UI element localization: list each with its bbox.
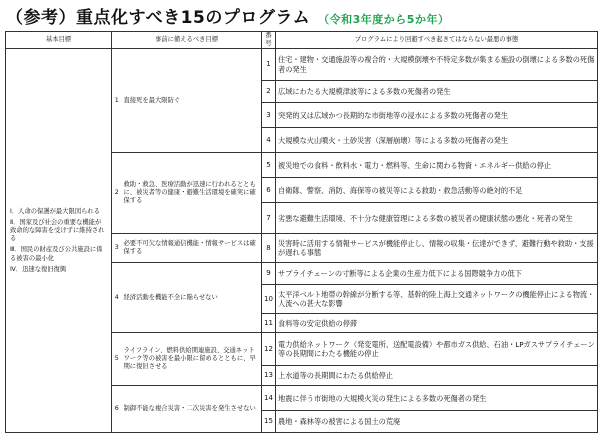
program-number: 4 <box>262 128 276 153</box>
event-number: 2 <box>112 153 122 234</box>
program-text: 上水道等の長期間にわたる供給停止 <box>276 366 598 386</box>
goal-item: Ⅱ．国家及び社会の重要な機能が致命的な障害を受けずに維持される <box>10 218 105 243</box>
basic-goals-cell <box>6 49 112 433</box>
table-header-row <box>6 32 598 49</box>
event-number: 4 <box>112 263 122 333</box>
program-text: 電力供給ネットワーク（発変電所、送配電設備）や都市ガス供給、石油・LPガスサプライチェーン等の長期間にわたる機能の停止 <box>276 333 598 366</box>
program-text: 被災地での食料・飲料水・電力・燃料等、生命に関わる物資・エネルギー供給の停止 <box>276 153 598 178</box>
header-goal: 基本目標 <box>6 32 112 49</box>
program-text: 大規模な火山噴火・土砂災害（深層崩壊）等による多数の死傷者の発生 <box>276 128 598 153</box>
header-no: 番号 <box>262 32 276 49</box>
program-number: 3 <box>262 103 276 128</box>
program-number: 6 <box>262 178 276 203</box>
event-number: 1 <box>112 49 122 153</box>
program-number: 12 <box>262 333 276 366</box>
program-table <box>5 31 598 433</box>
event-number: 5 <box>112 333 122 386</box>
title-text: （参考）重点化すべき15のプログラム <box>6 8 311 28</box>
table-row <box>6 49 598 81</box>
event-number: 6 <box>112 386 122 433</box>
program-text: 自衛隊、警察、消防、海保等の被災等による救助・救急活動等の絶対的不足 <box>276 178 598 203</box>
program-text: サプライチェーンの寸断等による企業の生産力低下による国際競争力の低下 <box>276 263 598 285</box>
program-number: 15 <box>262 411 276 433</box>
program-number: 9 <box>262 263 276 285</box>
event-text: ライフライン、燃料供給関連施設、交通ネットワーク等の被害を最小限に留めるとともに、早期に復旧させる <box>122 333 262 386</box>
program-number: 1 <box>262 49 276 81</box>
program-number: 13 <box>262 366 276 386</box>
program-text: 広域にわたる大規模津波等による多数の死傷者の発生 <box>276 81 598 103</box>
program-number: 8 <box>262 234 276 263</box>
event-text: 救助・救急、医療活動が迅速に行われるとともに、被災者等の健康・避難生活環境を確実に確保する <box>122 153 262 234</box>
program-text: 劣悪な避難生活環境、不十分な健康管理による多数の被災者の健康状態の悪化・死者の発生 <box>276 203 598 234</box>
page-title <box>6 3 449 29</box>
program-number: 2 <box>262 81 276 103</box>
program-text: 突発的又は広域かつ長期的な市街地等の浸水による多数の死傷者の発生 <box>276 103 598 128</box>
header-program: プログラムにより回避すべき起きてはならない最悪の事態 <box>276 32 598 49</box>
program-text: 地震に伴う市街地の大規模火災の発生による多数の死傷者の発生 <box>276 386 598 411</box>
period-text: （令和3年度から5か年） <box>318 13 450 26</box>
program-number: 5 <box>262 153 276 178</box>
header-event: 事前に備えるべき目標 <box>112 32 262 49</box>
goal-item: Ⅲ．国民の財産及び公共施設に係る被害の最小化 <box>10 246 103 262</box>
program-number: 14 <box>262 386 276 411</box>
event-text: 経済活動を機能不全に陥らせない <box>122 263 262 333</box>
event-text: 制御不能な複合災害・二次災害を発生させない <box>122 386 262 433</box>
program-text: 住宅・建物・交通施設等の複合的・大規模倒壊や不特定多数が集まる施設の倒壊による多数の死傷者の発生 <box>276 49 598 81</box>
program-text: 災害時に活用する情報サービスが機能停止し、情報の収集・伝達ができず、避難行動や救助・支援が遅れる事態 <box>276 234 598 263</box>
program-number: 11 <box>262 314 276 333</box>
program-number: 10 <box>262 285 276 314</box>
event-number: 3 <box>112 234 122 263</box>
goal-item: Ⅳ．迅速な復旧復興 <box>10 265 67 273</box>
program-text: 農地・森林等の被害による国土の荒廃 <box>276 411 598 433</box>
event-text: 必要不可欠な情報通信機能・情報サービスは確保する <box>122 234 262 263</box>
goal-item: Ⅰ．人命の保護が最大限図られる <box>10 207 101 215</box>
event-text: 直接死を最大限防ぐ <box>122 49 262 153</box>
program-text: 食料等の安定供給の停滞 <box>276 314 598 333</box>
program-number: 7 <box>262 203 276 234</box>
program-text: 太平洋ベルト地帯の幹線が分断する等、基幹的陸上海上交通ネットワークの機能停止による物流・人流への甚大な影響 <box>276 285 598 314</box>
